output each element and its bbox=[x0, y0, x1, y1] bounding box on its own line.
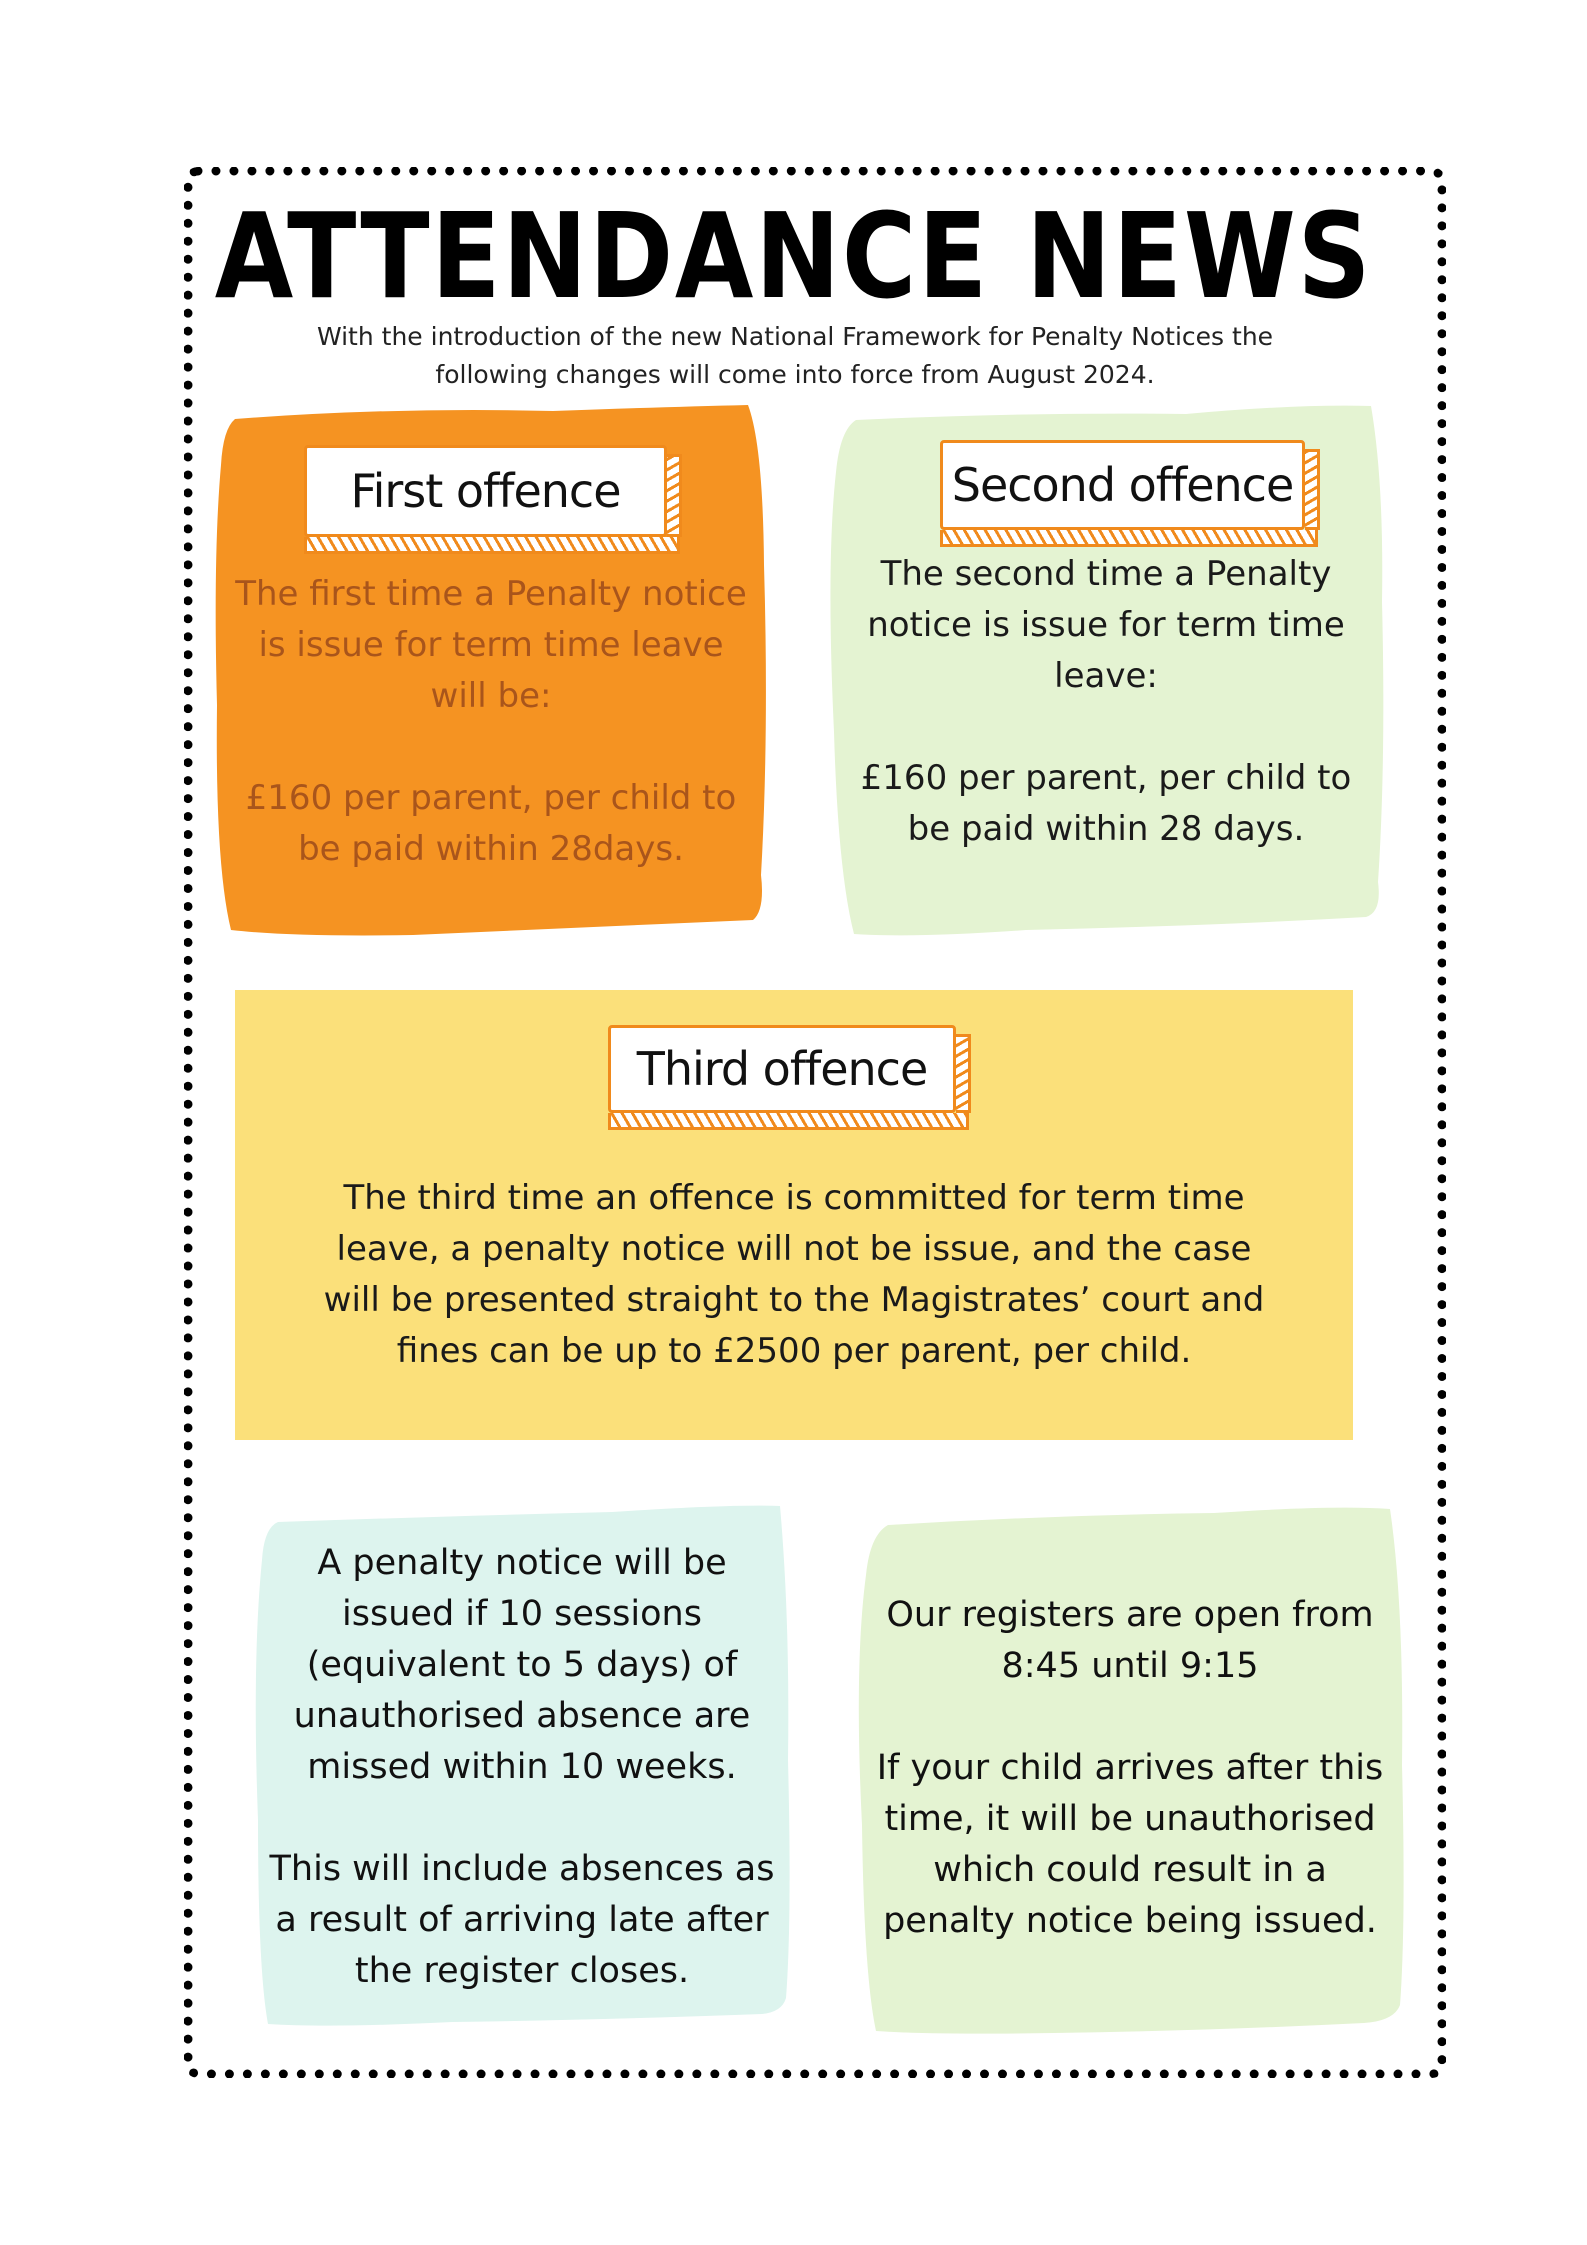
first-offence-card bbox=[213, 405, 769, 937]
second-offence-card bbox=[826, 402, 1386, 938]
first-offence-text: The first time a Penalty notice is issue for term time leave will be: £160 per parent, per child to be paid within 28days. bbox=[235, 574, 747, 869]
second-offence-text: The second time a Penalty notice is issue for term time leave: £160 per parent, per child to be paid within 28 days. bbox=[860, 554, 1352, 849]
sessions-info-text: A penalty notice will be issued if 10 sessions (equivalent to 5 days) of unauthorised absence are missed within 10 weeks. This will include absences as a result of arriving late after the register closes. bbox=[269, 1543, 775, 1991]
third-offence-card bbox=[235, 990, 1353, 1440]
third-offence-text: The third time an offence is committed for term time leave, a penalty notice will not be issue, and the case will be presented straight to the Magistrates’ court and fines can be up to £2500 per parent, per child. bbox=[323, 1178, 1265, 1371]
intro-text: With the introduction of the new National Framework for Penalty Notices the following changes will come into force from August 2024. bbox=[316, 322, 1274, 389]
sessions-info-card bbox=[252, 1500, 792, 2028]
first-offence-heading: First offence bbox=[304, 445, 667, 537]
third-offence-heading: Third offence bbox=[608, 1025, 956, 1113]
registers-info-card bbox=[854, 1505, 1406, 2035]
second-offence-heading: Second offence bbox=[940, 440, 1305, 530]
page-title: ATTENDANCE NEWS bbox=[214, 187, 1373, 325]
registers-info-text: Our registers are open from 8:45 until 9:15 If your child arrives after this time, it will be unauthorised which could result in a penalty notice being issued. bbox=[876, 1595, 1384, 1941]
